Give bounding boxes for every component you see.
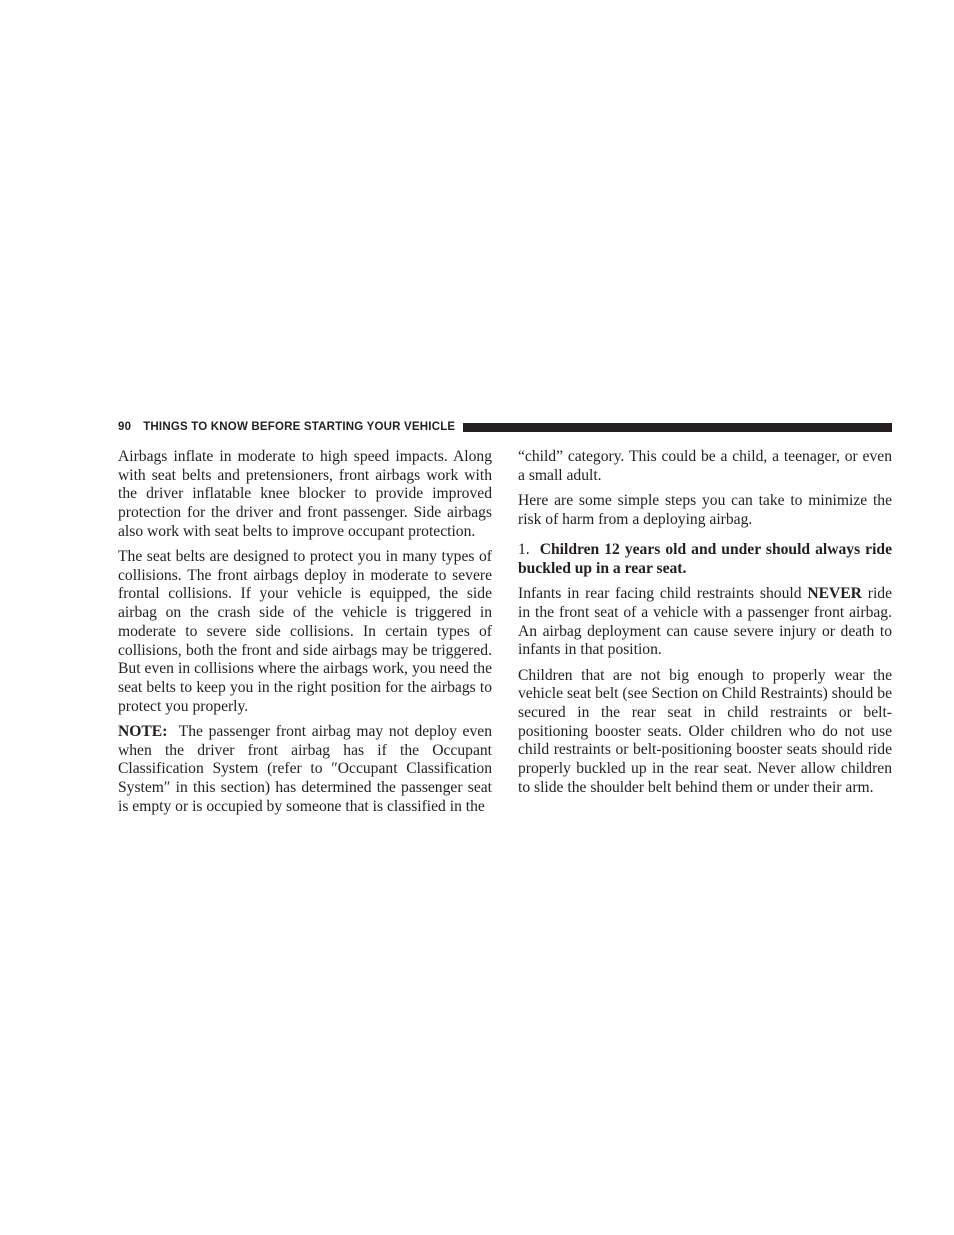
note-paragraph xyxy=(118,723,492,817)
paragraph-children-booster: Children that are not big enough to properly wear the vehicle seat belt (see Section on Child Restraints) should be secured in the rear seat in child restraints or belt-positioning booster seats. Older children who do not use child restraints or belt-positioning booster seats should ride properly buckled up in the rear seat. Never allow children to slide the shoulder belt behind them or under their arm. xyxy=(518,666,892,796)
paragraph-child-category: “child” category. This could be a child, a teenager, or even a small adult. xyxy=(518,448,892,484)
step-1 xyxy=(518,541,892,578)
page-number: 90 xyxy=(118,421,132,433)
note-label: NOTE: xyxy=(118,722,168,740)
section-title: THINGS TO KNOW BEFORE STARTING YOUR VEHICLE xyxy=(143,421,456,433)
infants-text-start: Infants in rear facing child restraints should xyxy=(518,585,808,603)
left-column xyxy=(118,448,492,823)
step-number: 1. xyxy=(518,541,530,559)
infants-text-end: ride in the front seat of a vehicle with a passenger front airbag. An airbag deployment can cause severe injury or death to infants in that position. xyxy=(518,585,892,659)
header-rule xyxy=(463,423,892,432)
paragraph-airbags-inflate: Airbags inflate in moderate to high speed impacts. Along with seat belts and pretensioners, front airbags work with the driver inflatable knee blocker to provide improved protection for the driver and front passenger. Side airbags also work with seat belts to improve occupant protection. xyxy=(118,448,492,540)
right-column xyxy=(518,448,892,804)
step-text: Children 12 years old and under should always ride buckled up in a rear seat. xyxy=(518,541,892,578)
paragraph-infants xyxy=(518,585,892,660)
paragraph-seat-belts-designed: The seat belts are designed to protect you in many types of collisions. The front airbags deploy in moderate to severe frontal collisions. If your vehicle is equipped, the side airbag on the crash side of the vehicle is triggered in moderate to severe side collisions. In certain types of collisions, both the front and side airbags may be triggered. But even in collisions where the airbags work, you need the seat belts to keep you in the right position for the airbags to protect you properly. xyxy=(118,548,492,715)
note-text: The passenger front airbag may not deploy even when the driver front airbag has if the Occupant Classification System (refer to ″Occupant Classification System″ in this section) has determined the passenger seat is empty or is occupied by someone that is classified in the xyxy=(118,722,492,815)
page-header xyxy=(118,418,892,436)
paragraph-simple-steps: Here are some simple steps you can take to minimize the risk of harm from a deploying airbag. xyxy=(518,491,892,528)
never-emphasis: NEVER xyxy=(807,585,862,603)
